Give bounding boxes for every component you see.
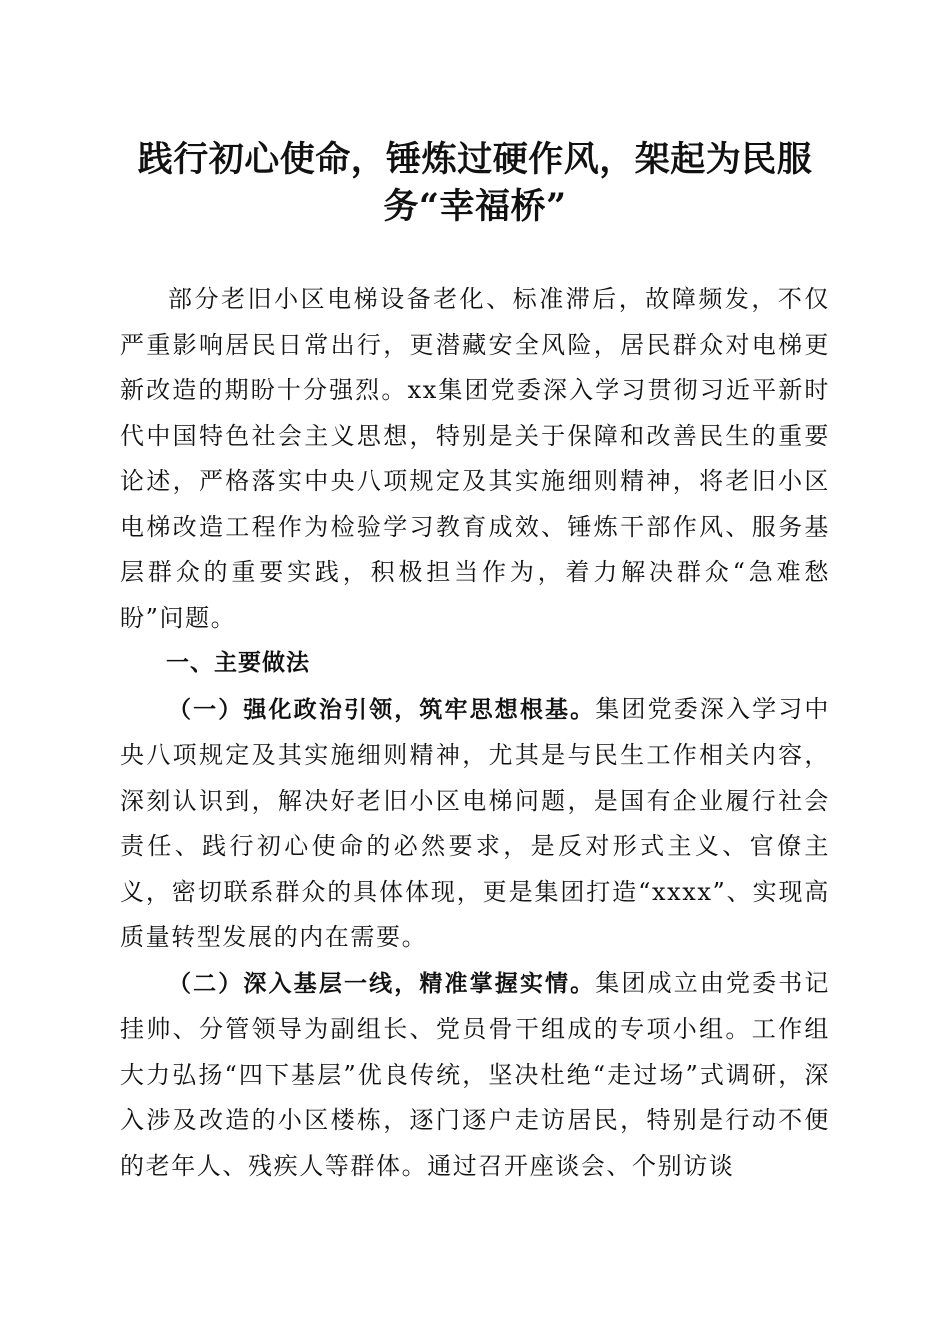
document-title: 践行初心使命，锤炼过硬作风，架起为民服务“幸福桥” bbox=[137, 139, 813, 227]
section-heading: 一、主要做法 bbox=[166, 650, 310, 676]
intro-paragraph: 部分老旧小区电梯设备老化、标准滞后，故障频发，不仅严重影响居民日常出行，更潜藏安全风险，居民群众对电梯更新改造的期盼十分强烈。xx集团党委深入学习贯彻习近平新时代中国特色社会主义思想，特别是关于保障和改善民生的重要论述，严格落实中央八项规定及其实施细则精神，将老旧小区电梯改造工程作为检验学习教育成效、锤炼干部作风、服务基层群众的重要实践，积极担当作为，着力解决群众“急难愁盼”问题。 bbox=[120, 285, 830, 632]
item-paragraph-1 bbox=[120, 687, 830, 961]
item-lead-2: （二）深入基层一线，精准掌握实情。 bbox=[168, 970, 596, 997]
document-body bbox=[120, 277, 830, 1189]
item-text-2: 集团成立由党委书记挂帅、分管领导为副组长、党员骨干组成的专项小组。工作组大力弘扬“四下基层”优良传统，坚决杜绝“走过场”式调研，深入涉及改造的小区楼栋，逐门逐户走访居民，特别是行动不便的老年人、残疾人等群体。通过召开座谈会、个别访谈 bbox=[120, 968, 830, 1180]
item-paragraph-2 bbox=[120, 961, 830, 1190]
item-lead-1: （一）强化政治引领，筑牢思想根基。 bbox=[168, 696, 596, 723]
item-text-1: 集团党委深入学习中央八项规定及其实施细则精神，尤其是与民生工作相关内容，深刻认识到，解决好老旧小区电梯问题，是国有企业履行社会责任、践行初心使命的必然要求，是反对形式主义、官僚主义，密切联系群众的具体体现，更是集团打造“xxxx”、实现高质量转型发展的内在需要。 bbox=[120, 694, 830, 951]
